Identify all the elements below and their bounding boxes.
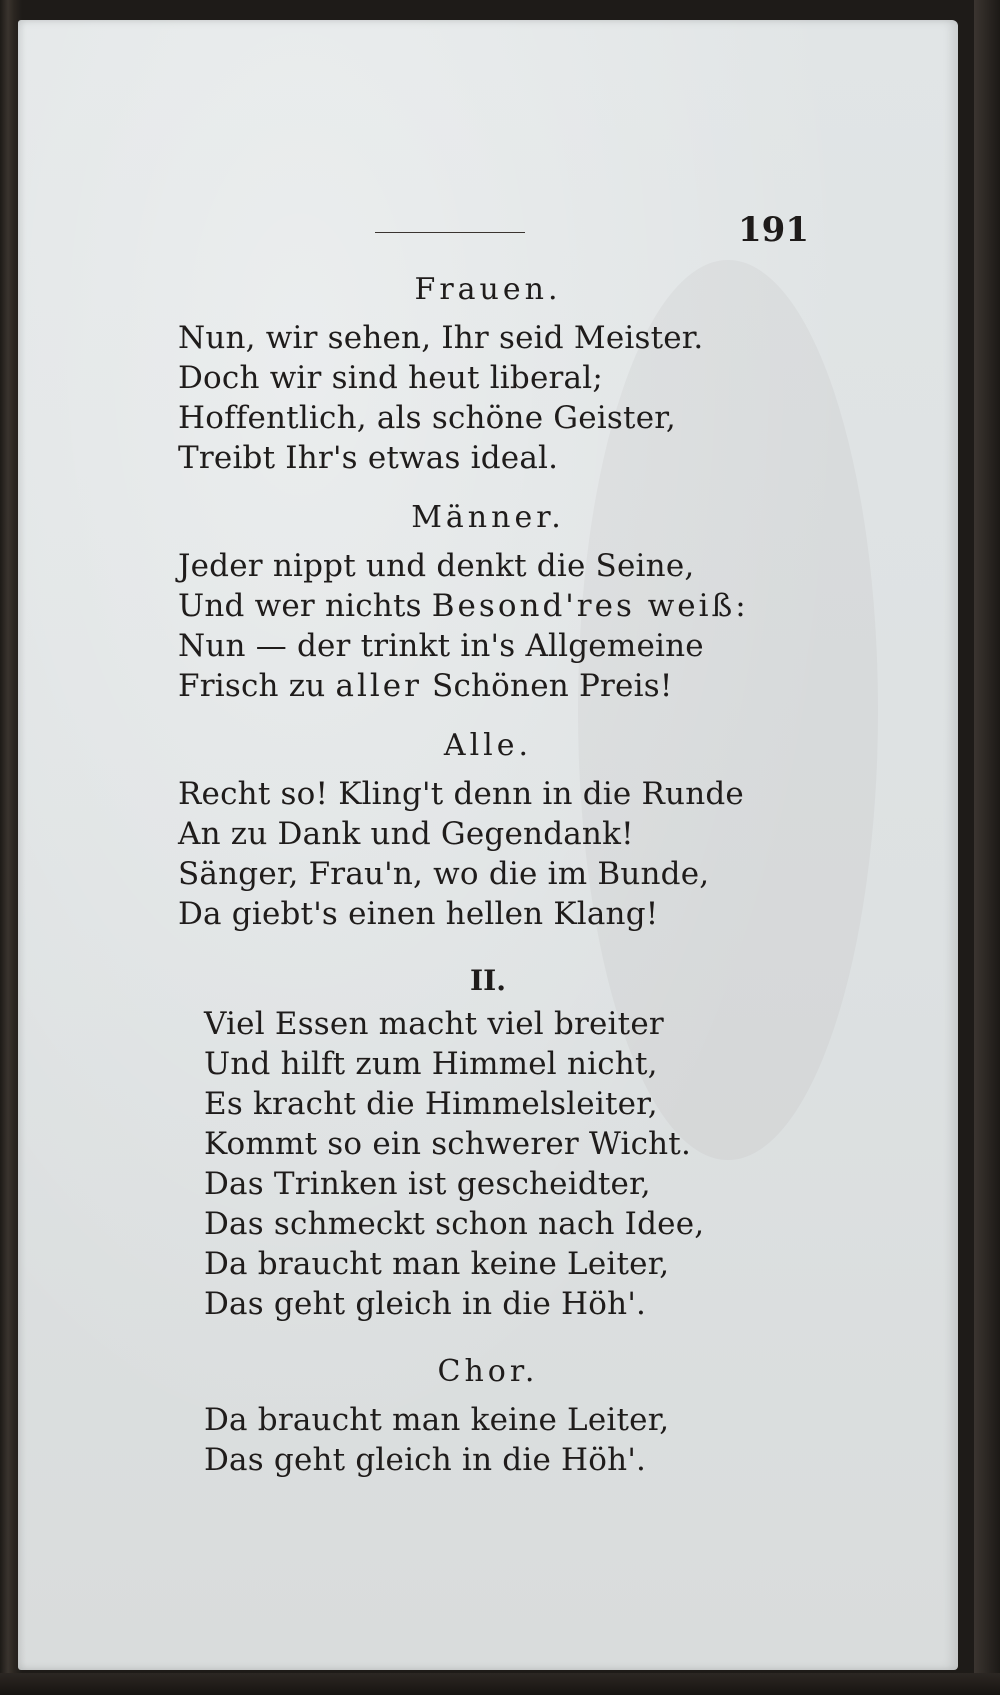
verse-line: Treibt Ihr's etwas ideal. [178, 440, 559, 476]
section-numeral: II. [470, 964, 506, 997]
verse-line-segment: Und wer nichts [178, 588, 432, 624]
verse-line: An zu Dank und Gegendank! [178, 816, 634, 852]
verse-line-spaced-segment: Besond'res weiß: [431, 588, 749, 624]
verse-line: Da giebt's einen hellen Klang! [178, 896, 659, 932]
verse-line: Sänger, Frau'n, wo die im Bunde, [178, 856, 710, 892]
verse-line-segment: Frisch zu [178, 668, 336, 704]
verse-line: Das geht gleich in die Höh'. [204, 1442, 647, 1478]
book-edge-bottom [0, 1673, 1000, 1695]
verse-line: Und hilft zum Himmel nicht, [204, 1046, 658, 1082]
header-rule [375, 232, 525, 233]
verse-line: Nun, wir sehen, Ihr seid Meister. [178, 320, 704, 356]
book-page [18, 20, 958, 1670]
verse-line: Es kracht die Himmelsleiter, [204, 1086, 658, 1122]
book-edge-right [974, 0, 1000, 1695]
verse-line: Da braucht man keine Leiter, [204, 1402, 670, 1438]
verse-line: Recht so! Kling't denn in die Runde [178, 776, 744, 812]
verse-line-segment: Schönen Preis! [421, 668, 673, 704]
verse-line: Hoffentlich, als schöne Geister, [178, 400, 676, 436]
page-number: 191 [738, 210, 809, 250]
verse-line: Doch wir sind heut liberal; [178, 360, 603, 396]
speaker-heading-alle: Alle. [443, 728, 533, 763]
speaker-heading-maenner: Männer. [411, 500, 565, 535]
verse-line: Jeder nippt und denkt die Seine, [178, 548, 695, 584]
verse-line [178, 588, 749, 624]
verse-line: Kommt so ein schwerer Wicht. [204, 1126, 692, 1162]
speaker-heading-chor: Chor. [437, 1354, 539, 1389]
verse-line: Das Trinken ist gescheidter, [204, 1166, 651, 1202]
verse-line: Da braucht man keine Leiter, [204, 1246, 670, 1282]
verse-line-spaced-segment: aller [335, 668, 422, 704]
verse-line: Nun — der trinkt in's Allgemeine [178, 628, 704, 664]
verse-line: Das geht gleich in die Höh'. [204, 1286, 647, 1322]
verse-line: Das schmeckt schon nach Idee, [204, 1206, 705, 1242]
verse-line [178, 668, 672, 704]
verse-line: Viel Essen macht viel breiter [204, 1006, 664, 1042]
speaker-heading-frauen: Frauen. [414, 272, 562, 307]
